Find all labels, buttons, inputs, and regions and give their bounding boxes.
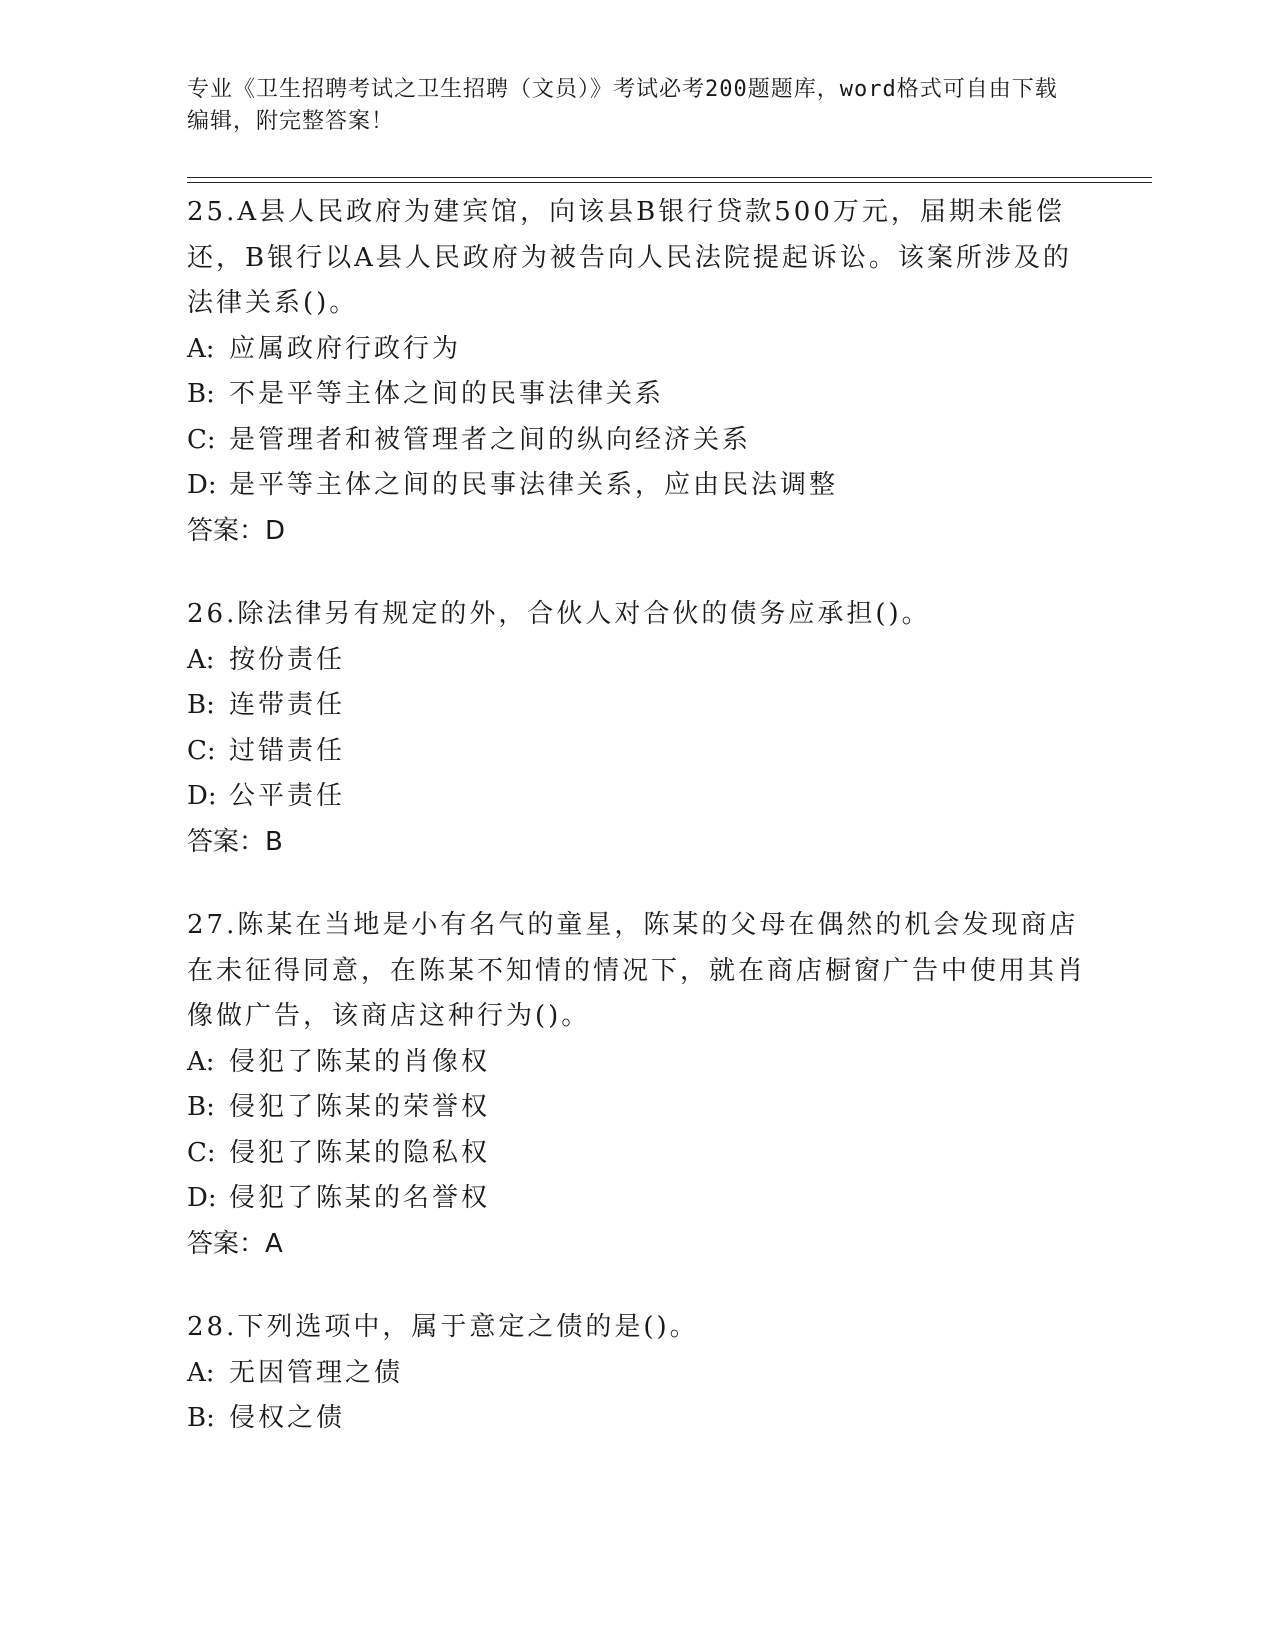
option-text: 过错责任 [229, 735, 346, 766]
option-key: D: [187, 470, 217, 500]
option-text: 是管理者和被管理者之间的纵向经济关系 [229, 424, 752, 455]
option-d [187, 463, 1087, 509]
option-text: 侵犯了陈某的肖像权 [229, 1046, 491, 1077]
document-header: 专业《卫生招聘考试之卫生招聘（文员）》考试必考200题题库，word格式可自由下载编辑，附完整答案！ [187, 77, 1058, 134]
question-26 [187, 592, 1087, 865]
option-text: 侵犯了陈某的名誉权 [229, 1183, 491, 1213]
option-text: 是平等主体之间的民事法律关系，应由民法调整 [229, 470, 839, 500]
option-c [187, 418, 1087, 464]
option-key: B: [187, 1092, 215, 1122]
option-key: A: [187, 644, 215, 675]
option-b [187, 683, 1087, 729]
option-text: 应属政府行政行为 [229, 333, 462, 364]
header-divider-top [187, 177, 1152, 178]
option-text: 不是平等主体之间的民事法律关系 [229, 379, 665, 409]
question-25 [187, 190, 1087, 554]
option-key: C: [187, 424, 216, 455]
option-key: D: [187, 781, 217, 811]
option-d [187, 774, 1087, 820]
option-key: B: [187, 1403, 215, 1433]
option-a [187, 638, 1087, 684]
option-d [187, 1176, 1087, 1222]
question-stem: 27.陈某在当地是小有名气的童星，陈某的父母在偶然的机会发现商店在未征得同意，在陈某不知情的情况下，就在商店橱窗广告中使用其肖像做广告，该商店这种行为()。 [187, 910, 1087, 1031]
option-text: 侵犯了陈某的荣誉权 [229, 1092, 491, 1122]
option-a [187, 327, 1087, 373]
option-a [187, 1040, 1087, 1086]
option-key: C: [187, 735, 216, 766]
answer-line: 答案：D [187, 515, 286, 546]
question-28 [187, 1305, 1087, 1442]
option-key: B: [187, 379, 215, 409]
option-text: 连带责任 [229, 690, 346, 720]
question-27 [187, 903, 1087, 1267]
answer-line: 答案：B [187, 826, 283, 857]
option-c [187, 1131, 1087, 1177]
option-text: 无因管理之债 [229, 1357, 404, 1388]
option-a [187, 1351, 1087, 1397]
option-text: 按份责任 [229, 644, 346, 675]
question-stem: 28.下列选项中，属于意定之债的是()。 [187, 1312, 699, 1342]
option-key: D: [187, 1183, 217, 1213]
answer-line: 答案：A [187, 1228, 283, 1259]
option-b [187, 1396, 1087, 1442]
option-key: B: [187, 690, 215, 720]
question-stem: 26.除法律另有规定的外，合伙人对合伙的债务应承担()。 [187, 599, 931, 629]
option-c [187, 729, 1087, 775]
option-text: 公平责任 [229, 781, 346, 811]
option-key: C: [187, 1137, 216, 1168]
header-divider-bottom [187, 182, 1152, 183]
option-key: A: [187, 1046, 215, 1077]
option-text: 侵犯了陈某的隐私权 [229, 1137, 491, 1168]
option-b [187, 1085, 1087, 1131]
option-key: A: [187, 1357, 215, 1388]
option-text: 侵权之债 [229, 1403, 346, 1433]
question-list [187, 190, 1087, 1480]
question-stem: 25.A县人民政府为建宾馆，向该县B银行贷款500万元，届期未能偿还，B银行以A县人民政府为被告向人民法院提起诉讼。该案所涉及的法律关系()。 [187, 197, 1072, 318]
option-b [187, 372, 1087, 418]
option-key: A: [187, 333, 215, 364]
